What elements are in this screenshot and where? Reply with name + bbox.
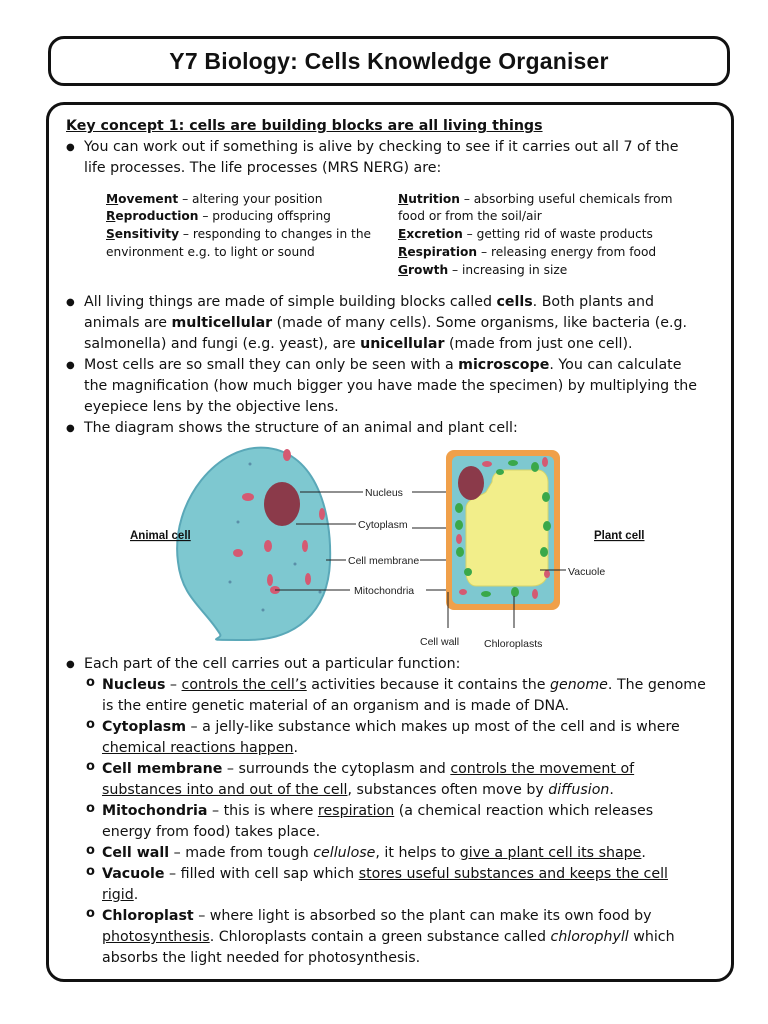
function-chloroplast-line3: absorbs the light needed for photosynthesis. (102, 950, 421, 966)
sub-bullet: o (86, 843, 95, 858)
function-membrane-line2: substances into and out of the cell, substances often move by diffusion. (102, 782, 614, 798)
sub-bullet: o (86, 717, 95, 732)
label-cell-membrane: Cell membrane (348, 555, 420, 567)
function-vacuole: Vacuole – filled with cell sap which stores useful substances and keeps the cell (102, 866, 668, 882)
function-membrane: Cell membrane – surrounds the cytoplasm and controls the movement of (102, 761, 635, 777)
animal-cell-label: Animal cell (130, 530, 191, 542)
function-cytoplasm: Cytoplasm – a jelly-like substance which makes up most of the cell and is where (102, 719, 680, 735)
label-chloroplasts: Chloroplasts (484, 638, 543, 650)
animal-nucleus (264, 482, 300, 526)
function-vacuole-line2: rigid. (102, 887, 139, 903)
title-box (48, 36, 730, 86)
function-chloroplast: Chloroplast – where light is absorbed so the plant can make its own food by (102, 908, 652, 924)
process-nutrition: Nutrition – absorbing useful chemicals from (398, 192, 673, 206)
bullet5-line: Each part of the cell carries out a particular function: (84, 656, 461, 672)
sub-bullet: o (86, 906, 95, 921)
bullet-dot: ● (66, 360, 75, 371)
function-chloroplast-line2: photosynthesis. Chloroplasts contain a green substance called chlorophyll which (102, 929, 675, 945)
function-cytoplasm-line2: chemical reactions happen. (102, 740, 298, 756)
plant-cell-label: Plant cell (594, 530, 645, 542)
process-movement: Movement – altering your position (106, 192, 323, 206)
bullet4-line: The diagram shows the structure of an animal and plant cell: (84, 420, 518, 436)
process-sensitivity: Sensitivity – responding to changes in the (106, 227, 372, 241)
cell-diagram (120, 442, 660, 654)
bullet3-line1: Most cells are so small they can only be seen with a microscope. You can calculate (84, 357, 682, 373)
sub-bullet: o (86, 759, 95, 774)
bullet-dot: ● (66, 423, 75, 434)
bullet2-line1: All living things are made of simple building blocks called cells. Both plants and (84, 294, 654, 310)
function-nucleus-line2: is the entire genetic material of an organism and is made of DNA. (102, 698, 570, 714)
bullet-dot: ● (66, 659, 75, 670)
bullet2-line2: animals are multicellular (made of many cells). Some organisms, like bacteria (e.g. (84, 315, 688, 331)
function-nucleus: Nucleus – controls the cell’s activities because it contains the genome. The genome (102, 677, 706, 693)
page-title: Y7 Biology: Cells Knowledge Organiser (169, 47, 609, 74)
label-mitochondria: Mitochondria (354, 585, 415, 597)
bullet-dot: ● (66, 142, 75, 153)
process-nutrition-cont: food or from the soil/air (398, 209, 542, 223)
label-vacuole: Vacuole (568, 566, 606, 578)
bullet-dot: ● (66, 297, 75, 308)
label-cytoplasm: Cytoplasm (358, 519, 408, 531)
bullet1-line2: life processes. The life processes (MRS NERG) are: (84, 160, 442, 176)
label-cell-wall: Cell wall (420, 636, 460, 648)
bullet3-line3: eyepiece lens by the objective lens. (84, 399, 339, 415)
function-mitochondria-line2: energy from food) takes place. (102, 824, 321, 840)
bullet3-line2: the magnification (how much bigger you have made the specimen) by multiplying the (84, 378, 697, 394)
bullet2-line3: salmonella) and fungi (e.g. yeast), are unicellular (made from just one cell). (84, 336, 633, 352)
process-excretion: Excretion – getting rid of waste products (398, 227, 653, 241)
sub-bullet: o (86, 801, 95, 816)
sub-bullet: o (86, 675, 95, 690)
function-mitochondria: Mitochondria – this is where respiration (a chemical reaction which releases (102, 803, 654, 819)
process-reproduction: Reproduction – producing offspring (106, 209, 331, 223)
key-concept-heading: Key concept 1: cells are building blocks are all living things (66, 118, 543, 134)
process-sensitivity-cont: environment e.g. to light or sound (106, 245, 315, 259)
label-nucleus: Nucleus (365, 487, 403, 499)
bullet1-line1: You can work out if something is alive by checking to see if it carries out all 7 of the (84, 139, 679, 155)
process-growth: Growth – increasing in size (398, 263, 568, 277)
plant-nucleus (458, 466, 484, 500)
function-cell-wall: Cell wall – made from tough cellulose, it helps to give a plant cell its shape. (102, 845, 646, 861)
process-respiration: Respiration – releasing energy from food (398, 245, 657, 259)
sub-bullet: o (86, 864, 95, 879)
